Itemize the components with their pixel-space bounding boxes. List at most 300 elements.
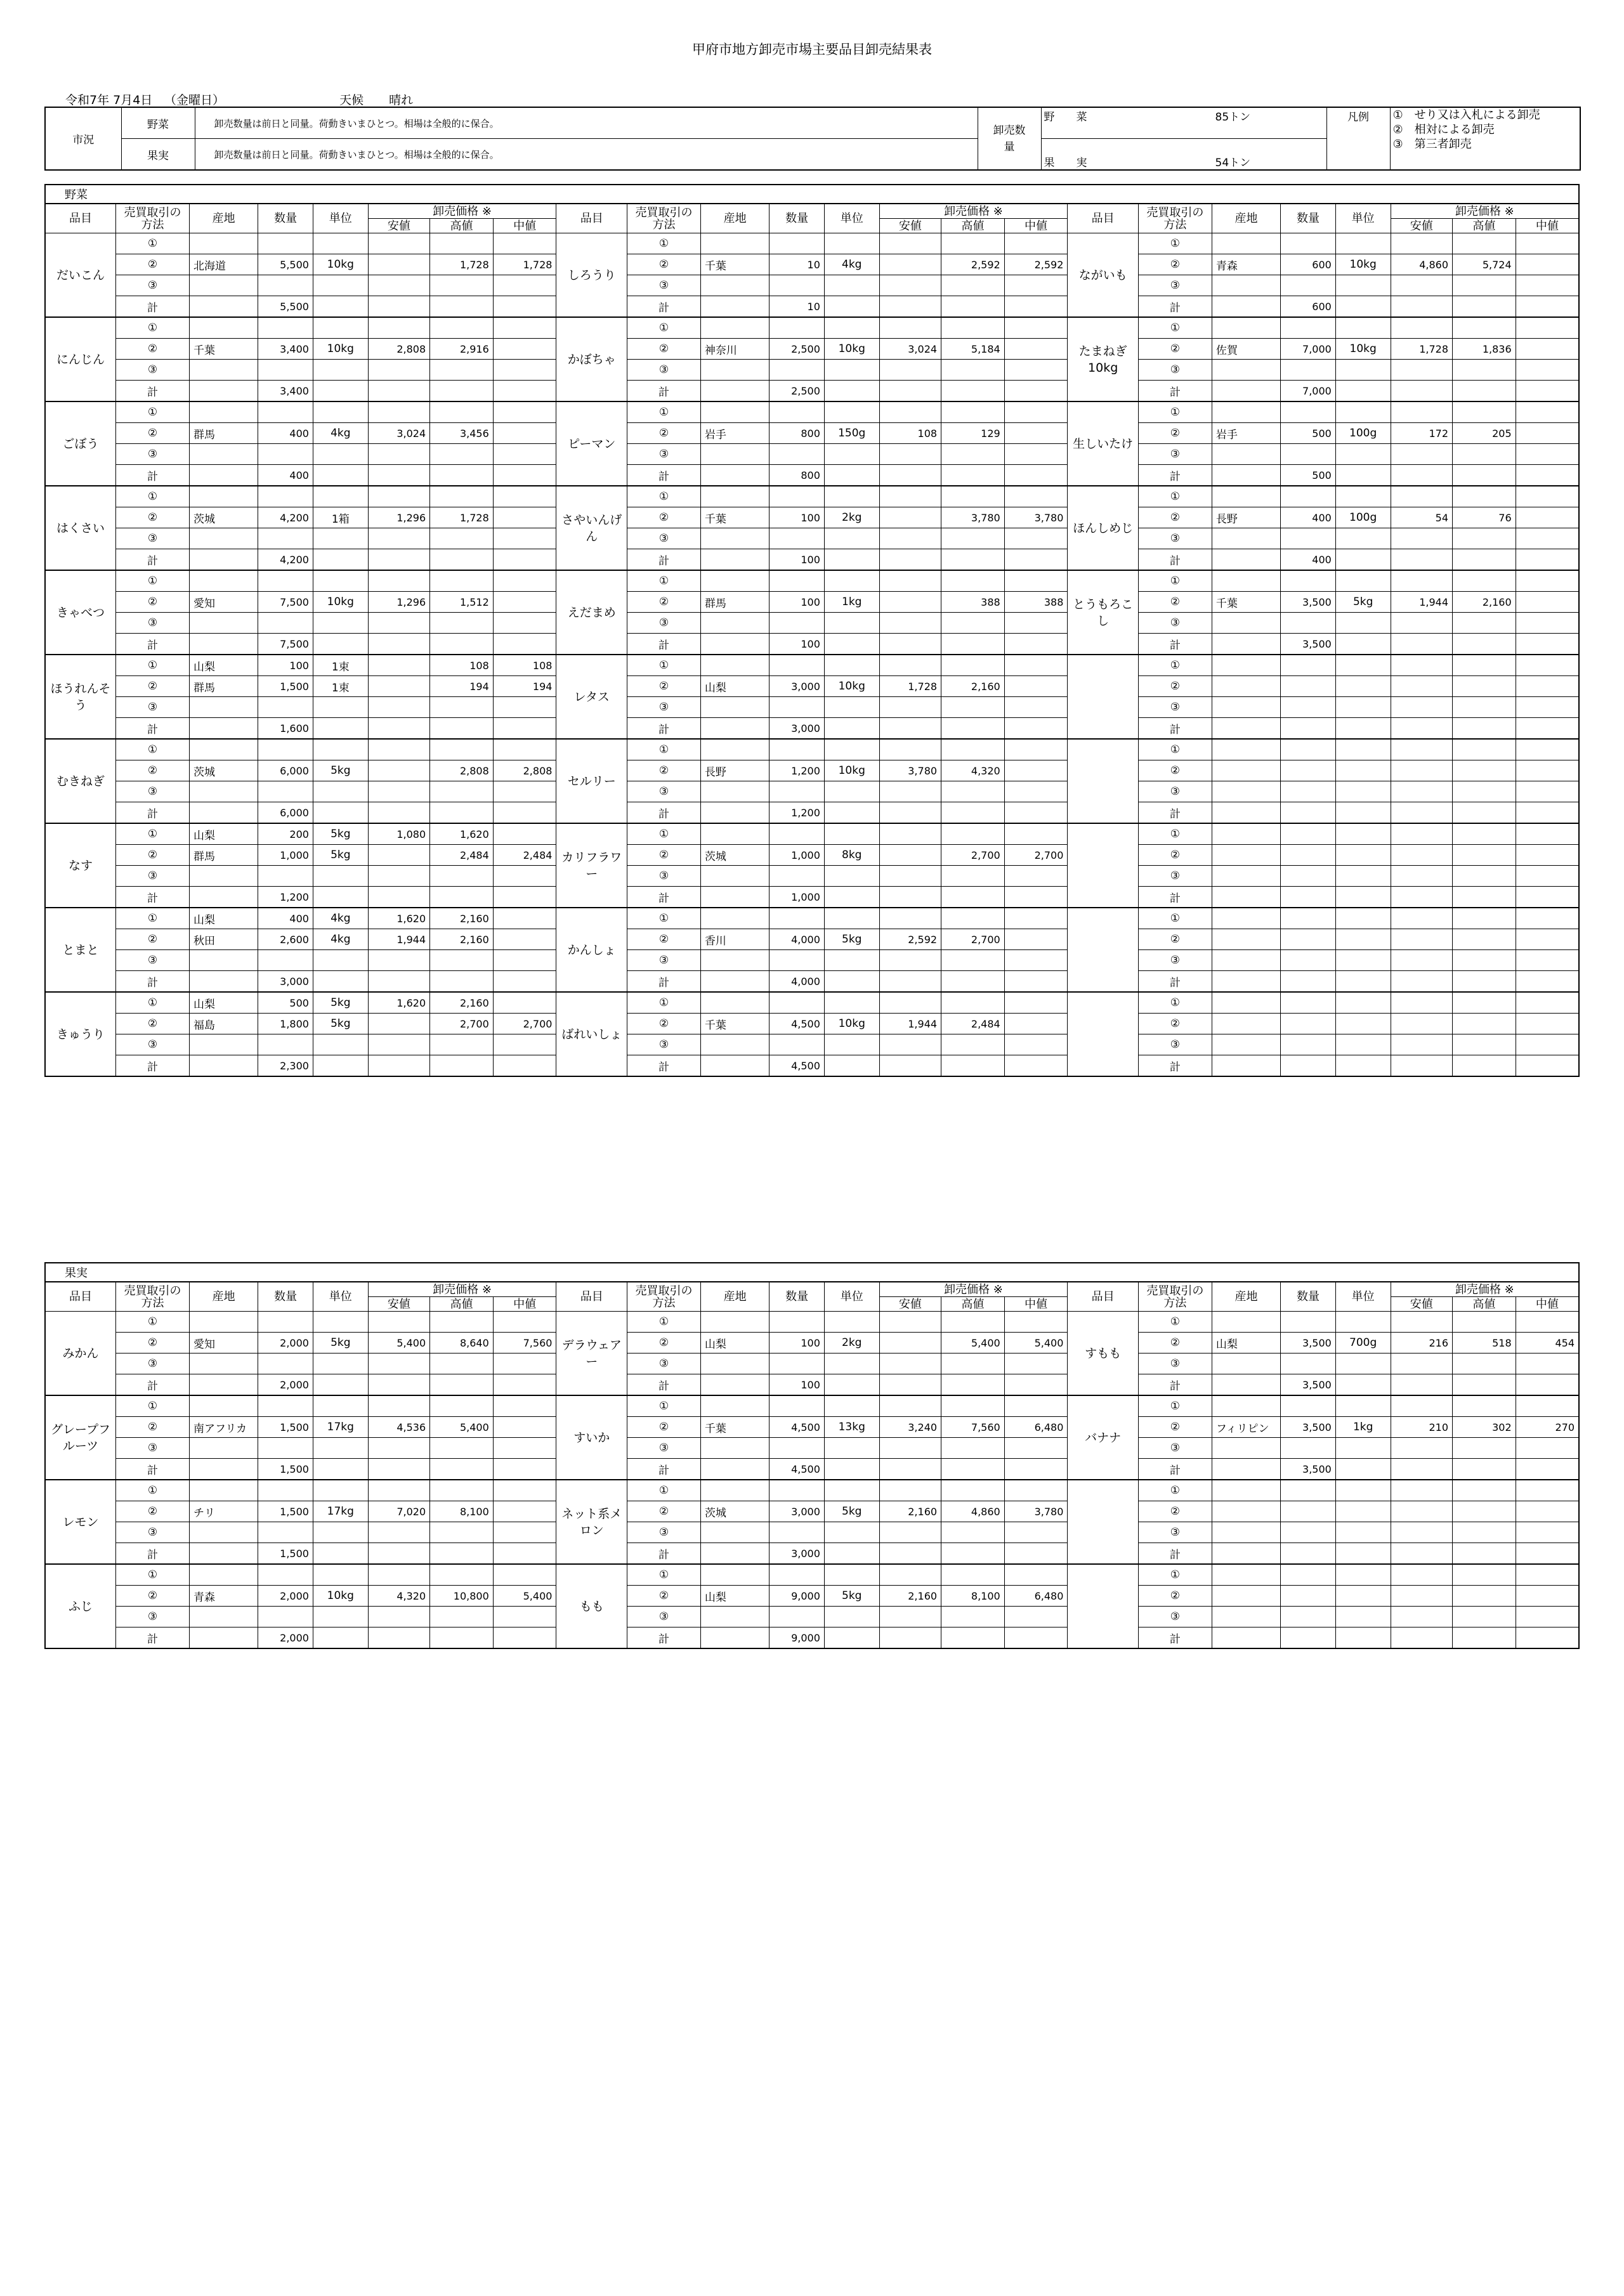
table-row [45,655,1579,676]
low-price-cell [879,1522,941,1543]
method-label: 計 [627,549,701,571]
unit-cell [824,1543,879,1565]
high-price-cell [1453,1034,1516,1055]
header-high: 高値 [941,1297,1005,1312]
method-label: ② [627,507,701,528]
low-price-cell [368,381,430,402]
unit-cell [824,1055,879,1077]
unit-cell [824,233,879,254]
high-price-cell: 8,100 [941,1586,1005,1607]
method-label: 計 [627,802,701,824]
table-row [45,1607,1579,1627]
unit-cell [824,275,879,296]
high-price-cell [430,1480,494,1501]
origin-cell [1212,1543,1280,1565]
high-price-cell [1453,381,1516,402]
method-label: ③ [627,613,701,634]
method-label: 計 [116,465,190,486]
method-label: ② [116,339,190,360]
unit-cell [1335,1564,1391,1586]
high-price-cell [941,233,1005,254]
high-price-cell [941,908,1005,929]
unit-cell: 5kg [1335,592,1391,613]
quantity-cell [1281,233,1336,254]
method-label: ③ [627,781,701,802]
quantity-cell: 1,800 [258,1014,313,1034]
unit-cell: 1束 [313,655,368,676]
origin-cell [1212,1480,1280,1501]
low-price-cell [1391,1522,1453,1543]
origin-cell [1212,718,1280,740]
origin-cell [1212,992,1280,1014]
method-label: ② [627,1014,701,1034]
method-label: ① [627,1395,701,1417]
quantity-cell [258,275,313,296]
origin-cell [189,781,258,802]
origin-cell: 千葉 [700,1417,769,1438]
quantity-cell: 100 [769,634,825,655]
origin-cell [700,739,769,760]
volume-vegetables [1041,107,1326,139]
header-unit: 単位 [1335,1282,1391,1312]
origin-cell [1212,401,1280,423]
unit-cell [1335,739,1391,760]
quantity-cell: 2,500 [769,381,825,402]
unit-cell [1335,634,1391,655]
quantity-cell: 3,000 [769,718,825,740]
high-price-cell [941,275,1005,296]
mid-price-cell [493,823,556,845]
method-label: ③ [1138,360,1212,381]
report-weekday: （金曜日） [164,93,225,107]
method-label: ① [1138,908,1212,929]
method-label: ③ [116,1034,190,1055]
low-price-cell [368,275,430,296]
unit-cell [1335,992,1391,1014]
table-row [45,718,1579,740]
low-price-cell [368,1034,430,1055]
low-price-cell [1391,1543,1453,1565]
high-price-cell [1453,1374,1516,1396]
origin-cell [189,1607,258,1627]
table-row [45,360,1579,381]
mid-price-cell [493,1459,556,1480]
quantity-cell [1281,1055,1336,1077]
method-label: ② [116,1014,190,1034]
quantity-cell: 400 [258,423,313,444]
method-label: ③ [1138,1522,1212,1543]
high-price-cell [1453,845,1516,866]
high-price-cell [1453,1014,1516,1034]
header-unit: 単位 [1335,204,1391,233]
high-price-cell [941,697,1005,718]
low-price-cell [879,908,941,929]
high-price-cell [941,739,1005,760]
unit-cell [824,613,879,634]
low-price-cell [1391,444,1453,465]
mid-price-cell [1516,1459,1579,1480]
low-price-cell [879,634,941,655]
unit-cell: 5kg [313,823,368,845]
high-price-cell [941,1522,1005,1543]
item-name [1068,739,1139,823]
mid-price-cell [1516,929,1579,950]
high-price-cell [430,1543,494,1565]
mid-price-cell [493,381,556,402]
volume-fruits [1041,139,1326,171]
quantity-cell: 3,400 [258,381,313,402]
method-label: ② [1138,423,1212,444]
low-price-cell [879,781,941,802]
quantity-cell: 600 [1281,254,1336,275]
mid-price-cell [1516,1395,1579,1417]
origin-cell [189,1374,258,1396]
mid-price-cell [493,1480,556,1501]
origin-cell [1212,1055,1280,1077]
origin-cell: 秋田 [189,929,258,950]
high-price-cell [1453,549,1516,571]
quantity-cell [769,1438,825,1459]
mid-price-cell [1516,381,1579,402]
low-price-cell [879,887,941,908]
method-label: 計 [116,549,190,571]
unit-cell [1335,1522,1391,1543]
mid-price-cell [1004,444,1068,465]
item-name [1068,1480,1139,1564]
high-price-cell [1453,401,1516,423]
high-price-cell [941,718,1005,740]
table-row [45,1586,1579,1607]
mid-price-cell [1004,339,1068,360]
unit-cell [824,718,879,740]
high-price-cell [430,549,494,571]
unit-cell: 10kg [824,339,879,360]
mid-price-cell [493,1417,556,1438]
method-label: ① [1138,486,1212,507]
low-price-cell [1391,1607,1453,1627]
item-name: だいこん [45,233,116,318]
method-label: ③ [1138,444,1212,465]
origin-cell [700,317,769,339]
method-label: 計 [627,887,701,908]
high-price-cell [941,1034,1005,1055]
origin-cell [189,634,258,655]
unit-cell [313,296,368,318]
unit-cell: 13kg [824,1417,879,1438]
low-price-cell [368,697,430,718]
origin-cell: 山梨 [700,676,769,697]
unit-cell [824,866,879,887]
mid-price-cell [1004,1607,1068,1627]
high-price-cell [430,1395,494,1417]
mid-price-cell: 3,780 [1004,1501,1068,1522]
low-price-cell [879,1438,941,1459]
quantity-cell: 100 [769,592,825,613]
mid-price-cell [1516,317,1579,339]
quantity-cell [769,275,825,296]
method-label: 計 [1138,1055,1212,1077]
low-price-cell [879,1607,941,1627]
method-label: ② [627,1417,701,1438]
origin-cell [1212,1438,1280,1459]
low-price-cell [879,254,941,275]
quantity-cell [1281,613,1336,634]
high-price-cell [430,401,494,423]
mid-price-cell [493,929,556,950]
high-price-cell [430,1459,494,1480]
unit-cell [824,950,879,971]
unit-cell [824,1564,879,1586]
low-price-cell [368,1312,430,1333]
unit-cell [313,401,368,423]
quantity-cell [258,1395,313,1417]
origin-cell [189,1480,258,1501]
method-label: ② [116,845,190,866]
unit-cell [313,1459,368,1480]
unit-cell [313,1353,368,1374]
origin-cell [189,1522,258,1543]
high-price-cell: 1,728 [430,507,494,528]
mid-price-cell [1516,781,1579,802]
quantity-cell [258,1522,313,1543]
item-name: バナナ [1068,1395,1139,1480]
mid-price-cell [493,1353,556,1374]
origin-cell [700,465,769,486]
mid-price-cell [1004,950,1068,971]
high-price-cell [941,992,1005,1014]
low-price-cell [368,1438,430,1459]
origin-cell: 神奈川 [700,339,769,360]
origin-cell [189,1055,258,1077]
method-label: ① [116,739,190,760]
high-price-cell: 129 [941,423,1005,444]
origin-cell [189,613,258,634]
origin-cell [189,549,258,571]
header-origin: 産地 [189,1282,258,1312]
quantity-cell [1281,360,1336,381]
table-row [45,950,1579,971]
unit-cell: 5kg [313,1014,368,1034]
origin-cell [189,1543,258,1565]
origin-cell: 山梨 [1212,1333,1280,1353]
unit-cell [313,613,368,634]
low-price-cell: 5,400 [368,1333,430,1353]
low-price-cell [879,1480,941,1501]
item-name [1068,992,1139,1076]
method-label: ③ [116,275,190,296]
unit-cell [1335,950,1391,971]
high-price-cell [1453,655,1516,676]
method-label: 計 [1138,381,1212,402]
unit-cell: 5kg [313,760,368,781]
origin-cell [700,613,769,634]
method-label: 計 [627,1627,701,1649]
low-price-cell [1391,613,1453,634]
quantity-cell: 100 [769,1374,825,1396]
method-label: 計 [627,1374,701,1396]
high-price-cell [941,802,1005,824]
table-row [45,1627,1579,1649]
quantity-cell [1281,971,1336,993]
high-price-cell [430,296,494,318]
header-quantity: 数量 [1281,1282,1336,1312]
high-price-cell: 4,860 [941,1501,1005,1522]
mid-price-cell [1516,275,1579,296]
unit-cell [1335,528,1391,549]
item-name: ほんしめじ [1068,486,1139,570]
high-price-cell: 2,160 [430,908,494,929]
method-label: 計 [1138,1543,1212,1565]
method-label: 計 [116,1374,190,1396]
method-label: ② [627,1333,701,1353]
unit-cell [1335,1353,1391,1374]
method-label: ② [1138,507,1212,528]
method-label: ① [627,739,701,760]
origin-cell: 山梨 [189,908,258,929]
high-price-cell [430,950,494,971]
high-price-cell [1453,992,1516,1014]
quantity-cell: 400 [1281,507,1336,528]
high-price-cell: 388 [941,592,1005,613]
origin-cell [1212,444,1280,465]
mid-price-cell [1004,823,1068,845]
method-label: ③ [1138,275,1212,296]
method-label: 計 [116,971,190,993]
origin-cell: 茨城 [189,760,258,781]
quantity-cell [1281,1522,1336,1543]
origin-cell [1212,549,1280,571]
high-price-cell: 5,400 [941,1333,1005,1353]
high-price-cell [430,1522,494,1543]
quantity-cell [1281,655,1336,676]
low-price-cell [879,486,941,507]
method-label: ① [1138,1312,1212,1333]
summary-note-fruits: 卸売数量は前日と同量。荷動きいまひとつ。相場は全般的に保合。 [195,139,978,171]
origin-cell: 群馬 [189,423,258,444]
high-price-cell: 1,728 [430,254,494,275]
unit-cell [313,233,368,254]
unit-cell [313,781,368,802]
mid-price-cell [493,317,556,339]
high-price-cell: 2,808 [430,760,494,781]
low-price-cell [879,1627,941,1649]
high-price-cell [941,613,1005,634]
method-label: ③ [116,444,190,465]
low-price-cell: 1,944 [368,929,430,950]
unit-cell: 5kg [313,992,368,1014]
report-date: 令和7年 7月4日 [65,93,153,107]
low-price-cell [1391,845,1453,866]
method-label: ① [1138,739,1212,760]
low-price-cell [1391,1564,1453,1586]
unit-cell [1335,697,1391,718]
unit-cell [1335,1627,1391,1649]
high-price-cell [1453,739,1516,760]
mid-price-cell [493,549,556,571]
low-price-cell [879,1395,941,1417]
unit-cell [824,697,879,718]
origin-cell [1212,233,1280,254]
table-row [45,760,1579,781]
mid-price-cell [493,634,556,655]
mid-price-cell [1516,401,1579,423]
legend-item: ① せり又は入札による卸売 [1392,108,1540,122]
high-price-cell [1453,802,1516,824]
unit-cell [824,296,879,318]
mid-price-cell [1516,1438,1579,1459]
table-row [45,739,1579,760]
mid-price-cell [1004,1055,1068,1077]
origin-cell [1212,1014,1280,1034]
unit-cell: 10kg [824,676,879,697]
high-price-cell: 8,100 [430,1501,494,1522]
method-label: ③ [1138,697,1212,718]
item-name: むきねぎ [45,739,116,823]
mid-price-cell [1004,739,1068,760]
mid-price-cell [1516,887,1579,908]
header-mid: 中値 [1516,1297,1579,1312]
low-price-cell [879,1055,941,1077]
mid-price-cell [1004,1395,1068,1417]
table-row [45,634,1579,655]
item-name: カリフラワー [556,823,627,908]
quantity-cell [769,908,825,929]
low-price-cell [1391,549,1453,571]
header-origin: 産地 [189,204,258,233]
origin-cell [1212,781,1280,802]
method-label: ③ [116,1438,190,1459]
low-price-cell [1391,697,1453,718]
method-label: ③ [627,528,701,549]
high-price-cell [941,381,1005,402]
low-price-cell [368,950,430,971]
method-label: 計 [627,1459,701,1480]
table-row [45,549,1579,571]
method-label: ② [116,592,190,613]
method-label: ② [116,1417,190,1438]
low-price-cell: 3,024 [879,339,941,360]
quantity-cell: 200 [258,823,313,845]
method-label: ② [1138,339,1212,360]
low-price-cell [368,1480,430,1501]
quantity-cell: 1,000 [769,887,825,908]
quantity-cell [769,444,825,465]
mid-price-cell [1004,233,1068,254]
low-price-cell [1391,802,1453,824]
method-label: ① [116,401,190,423]
origin-cell: 岩手 [700,423,769,444]
unit-cell [1335,570,1391,592]
high-price-cell [941,1353,1005,1374]
high-price-cell: 2,160 [430,929,494,950]
origin-cell [189,296,258,318]
origin-cell: フィリピン [1212,1417,1280,1438]
origin-cell [189,697,258,718]
origin-cell [700,1438,769,1459]
method-label: 計 [1138,549,1212,571]
quantity-cell [258,528,313,549]
origin-cell [700,781,769,802]
mid-price-cell [1004,1627,1068,1649]
mid-price-cell [1516,1480,1579,1501]
origin-cell [189,1353,258,1374]
unit-cell [824,549,879,571]
low-price-cell [368,1607,430,1627]
high-price-cell: 2,160 [941,676,1005,697]
table-row [45,1417,1579,1438]
item-name: ピーマン [556,401,627,486]
unit-cell [313,1055,368,1077]
